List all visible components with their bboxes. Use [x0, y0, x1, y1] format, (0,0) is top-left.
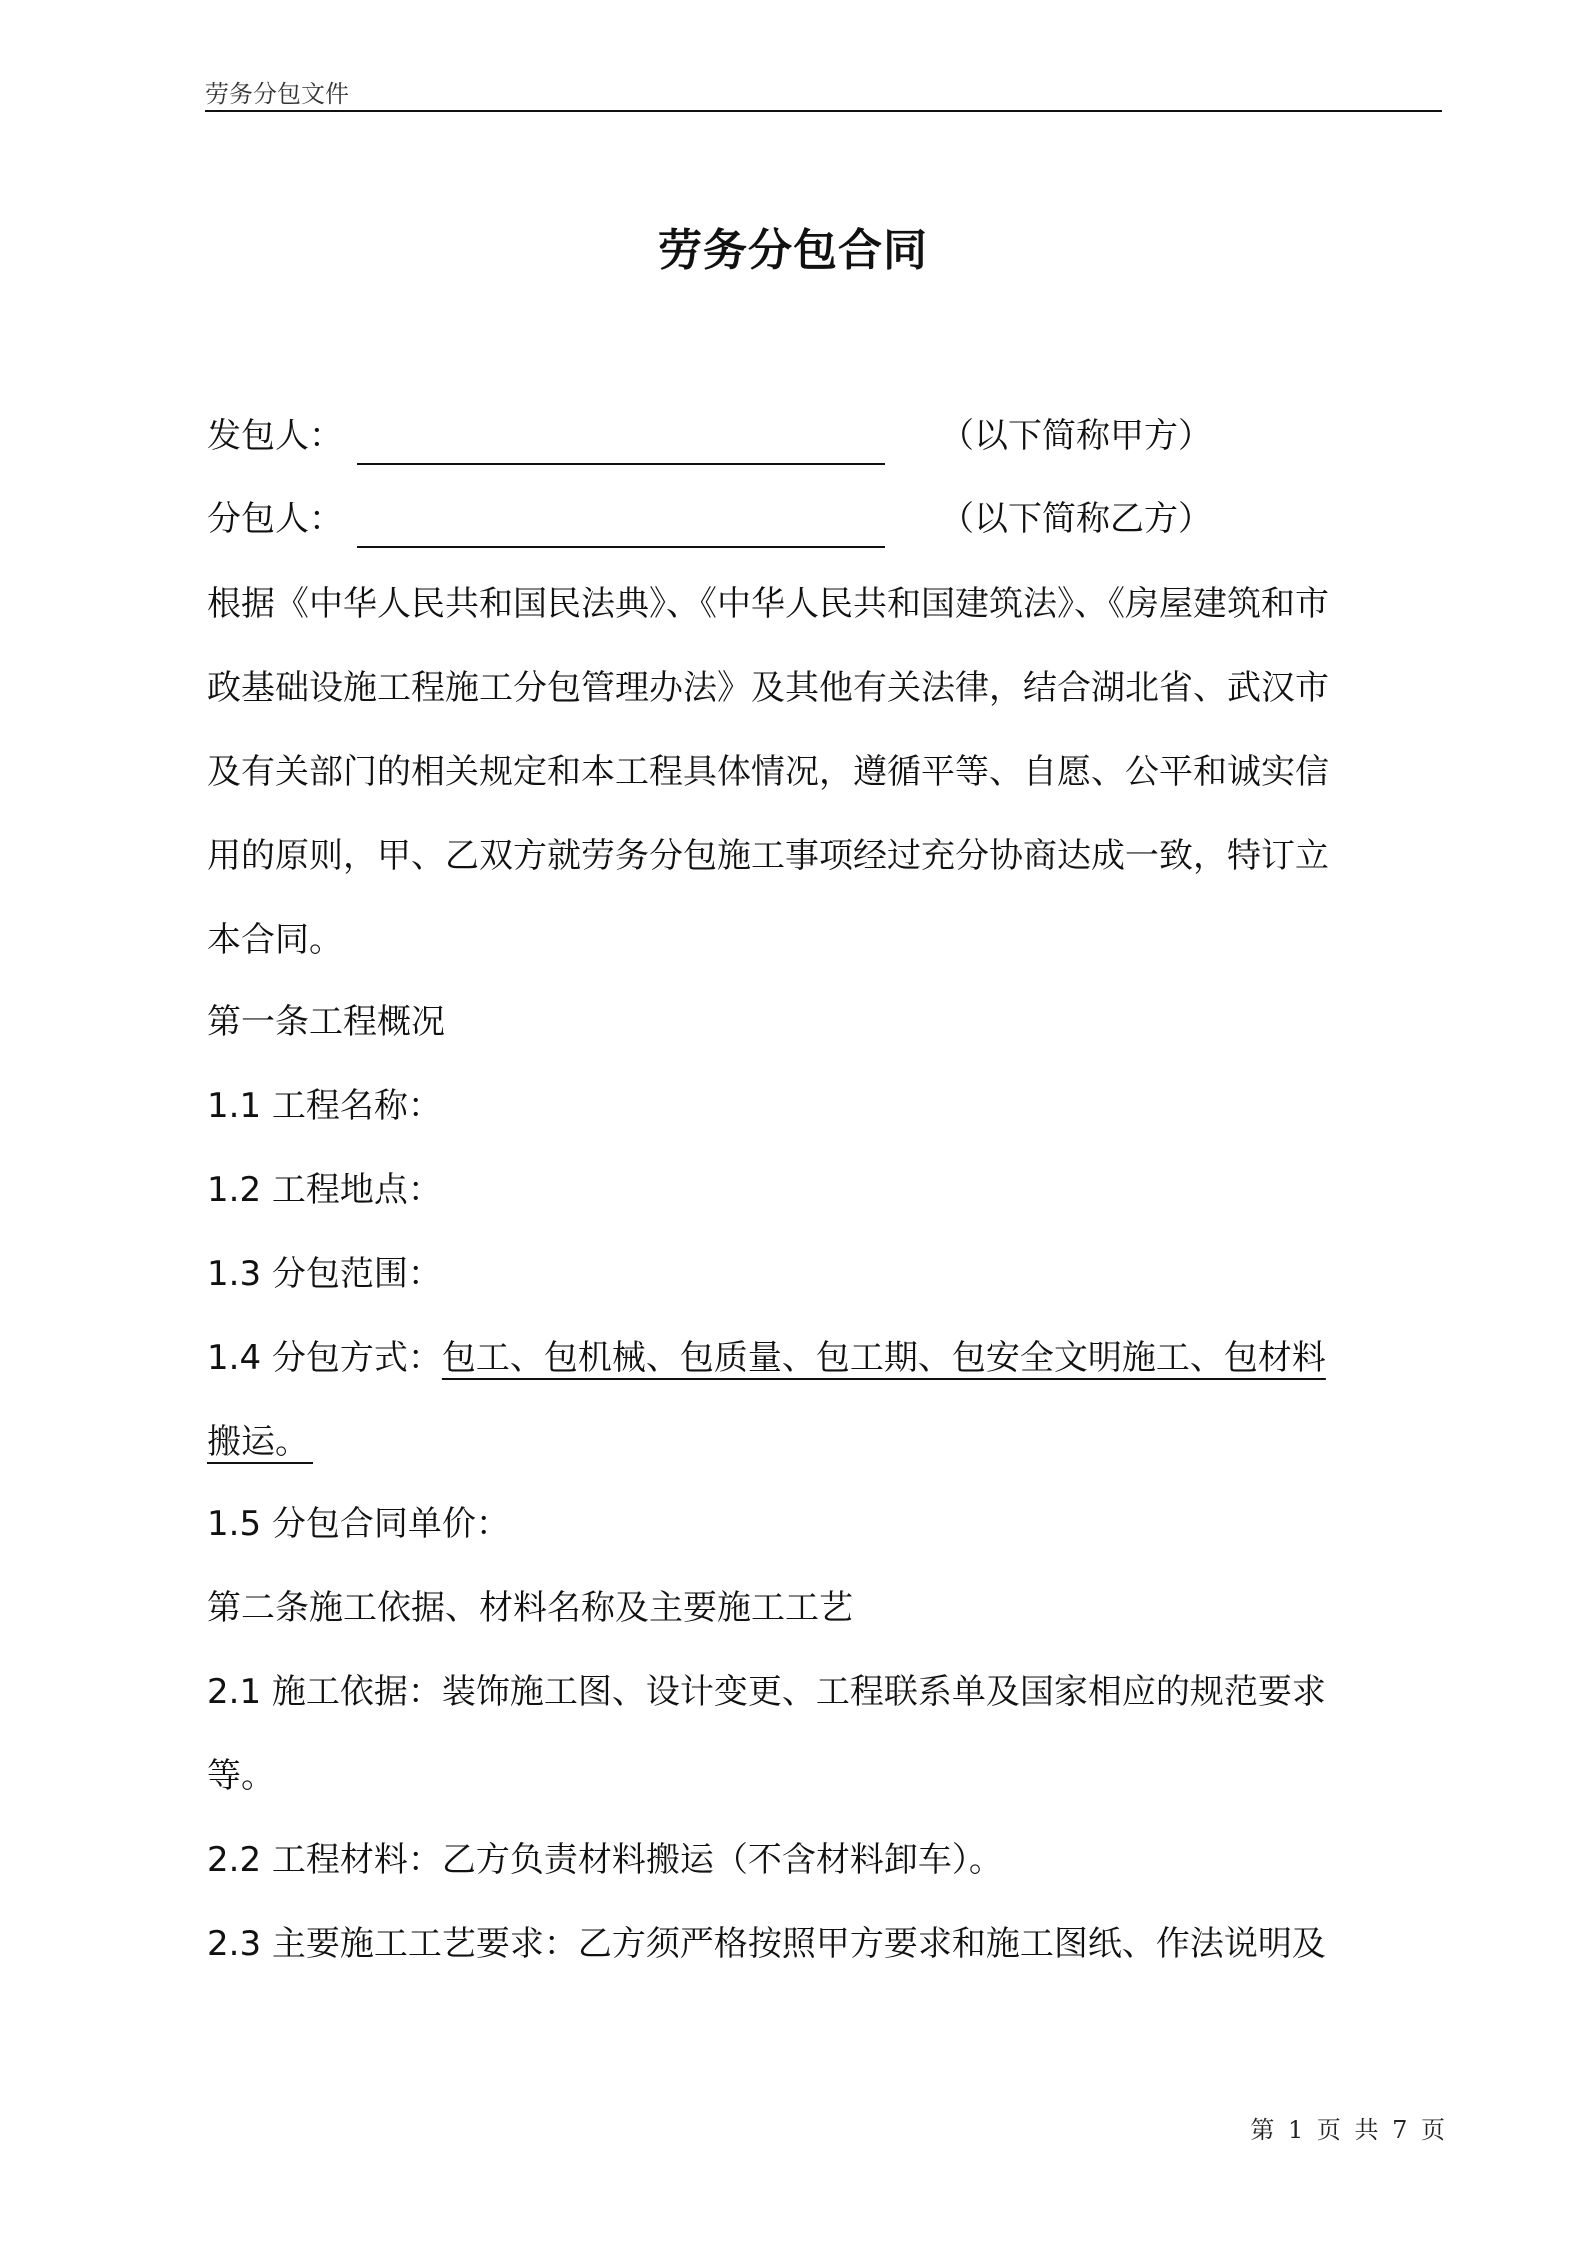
method-label: 1.4 分包方式：	[207, 1338, 442, 1378]
method-value-cont: 搬运。	[207, 1422, 313, 1464]
article2-heading: 第二条施工依据、材料名称及主要施工工艺	[207, 1588, 853, 1628]
page-header	[205, 68, 1442, 112]
party-a-blank	[357, 463, 885, 465]
article2-item-process: 2.3 主要施工工艺要求：乙方须严格按照甲方要求和施工图纸、作法说明及	[207, 1924, 1326, 1964]
article1-item-method	[207, 1336, 1326, 1380]
article1-item-project-name: 1.1 工程名称：	[207, 1086, 442, 1126]
page-number: 第 1 页 共 7 页	[1250, 2116, 1445, 2144]
article2-item-materials: 2.2 工程材料：乙方负责材料搬运（不含材料卸车）。	[207, 1840, 1003, 1880]
article1-item-method-cont	[207, 1420, 313, 1464]
document-title: 劳务分包合同	[658, 225, 928, 276]
article1-heading: 第一条工程概况	[207, 1002, 445, 1042]
preamble-line: 用的原则，甲、乙双方就劳务分包施工事项经过充分协商达成一致，特订立	[207, 836, 1329, 876]
article2-item-basis-cont: 等。	[207, 1756, 275, 1796]
article1-item-scope: 1.3 分包范围：	[207, 1254, 442, 1294]
party-b-label: 分包人：	[207, 499, 343, 539]
preamble-line: 本合同。	[207, 920, 343, 960]
preamble-line: 根据《中华人民共和国民法典》、《中华人民共和国建筑法》、《房屋建筑和市	[207, 584, 1329, 624]
method-value: 包工、包机械、包质量、包工期、包安全文明施工、包材料	[441, 1338, 1326, 1378]
party-b-blank	[357, 546, 885, 548]
party-b-suffix: （以下简称乙方）	[940, 499, 1212, 539]
article1-item-unit-price: 1.5 分包合同单价：	[207, 1504, 510, 1544]
article1-item-location: 1.2 工程地点：	[207, 1170, 442, 1210]
header-text: 劳务分包文件	[205, 80, 349, 108]
party-a-label: 发包人：	[207, 416, 343, 456]
party-a-suffix: （以下简称甲方）	[940, 416, 1212, 456]
preamble-line: 政基础设施工程施工分包管理办法》及其他有关法律，结合湖北省、武汉市	[207, 668, 1329, 708]
article2-item-basis: 2.1 施工依据：装饰施工图、设计变更、工程联系单及国家相应的规范要求	[207, 1672, 1326, 1712]
preamble-line: 及有关部门的相关规定和本工程具体情况，遵循平等、自愿、公平和诚实信	[207, 752, 1329, 792]
